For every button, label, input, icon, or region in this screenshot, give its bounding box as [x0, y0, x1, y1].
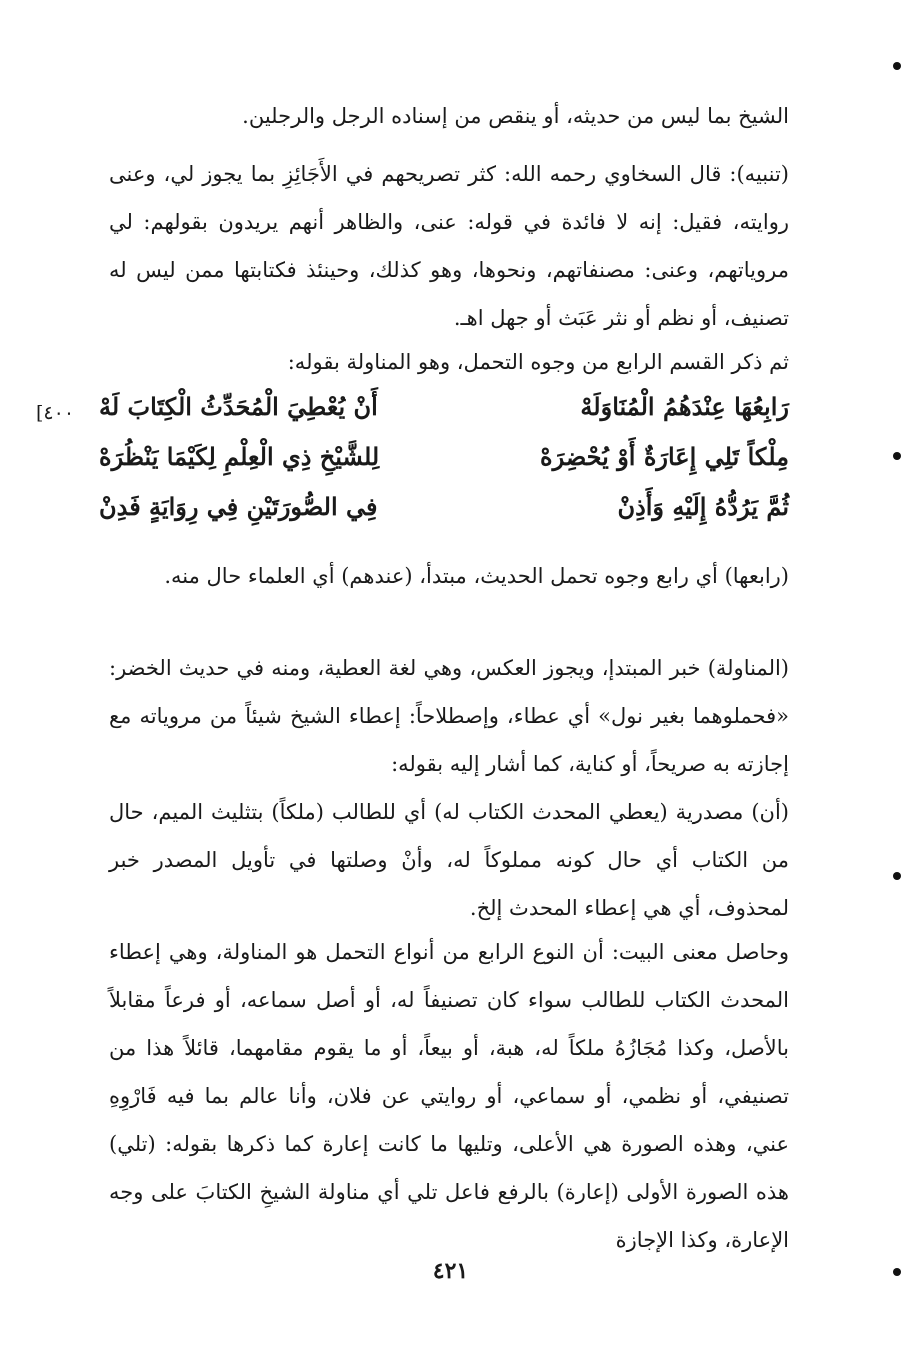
verse-second-hemistich: فِي الصُّورَتَيْنِ فِي رِوَايَةٍ فَدِنْ [99, 492, 378, 521]
paragraph-an-masdariyya: (أن) مصدرية (يعطي المحدث الكتاب له) أي للطالب (ملكاً) بتثليث الميم، حال من الكتاب أي حال كونه مملوكاً له، وأنْ وصلتها في تأويل المصدر خبر لمحذوف، أي هي إعطاء المحدث إلخ. [109, 800, 789, 920]
verse-line [99, 392, 789, 442]
verse-first-hemistich: رَابِعُهَا عِنْدَهُمُ الْمُنَاوَلَهْ [580, 392, 789, 421]
paragraph-verse-intro: ثم ذكر القسم الرابع من وجوه التحمل، وهو المناولة بقوله: [287, 350, 789, 374]
verse-block [99, 392, 789, 542]
paragraph-munawala: (المناولة) خبر المبتدإ، ويجوز العكس، وهي لغة العطية، ومنه في حديث الخضر: «فحملوهما بغير نول» أي عطاء، وإصطلاحاً: إعطاء الشيخ شيئاً من مروياته مع إجازته به صريحاً، أو كناية، كما أشار إليه بقوله: [109, 656, 789, 776]
margin-dot-mark [893, 872, 901, 880]
paragraph-rabiuha: (رابعها) أي رابع وجوه تحمل الحديث، مبتدأ، (عندهم) أي العلماء حال منه. [164, 564, 789, 588]
paragraph-continuation: الشيخ بما ليس من حديثه، أو ينقص من إسناده الرجل والرجلين. [242, 104, 789, 128]
verse-line [99, 442, 789, 492]
margin-dot-mark [893, 452, 901, 460]
verse-line [99, 492, 789, 542]
margin-dot-mark [893, 62, 901, 70]
page-number: ٤٢١ [432, 1258, 469, 1284]
margin-dot-mark [893, 1268, 901, 1276]
paragraph-summary: وحاصل معنى البيت: أن النوع الرابع من أنواع التحمل هو المناولة، وهي إعطاء المحدث الكتاب للطالب سواء كان تصنيفاً له، أو أصل سماعه، أو فرعاً مقابلاً بالأصل، وكذا مُجَازُهُ ملكاً له، هبة، أو بيعاً، أو ما يقوم مقامهما، قائلاً هذا من تصنيفي، أو نظمي، أو سماعي، أو روايتي عن فلان، وأنا عالم بما فيه فَارْوِهِ عني، وهذه الصورة هي الأعلى، وتليها ما كانت إعارة كما ذكرها بقوله: (تلي) هذه الصورة الأولى (إعارة) بالرفع فاعل تلي أي مناولة الشيخِ الكتابَ على وجه الإعارة، وكذا الإجازة [109, 940, 789, 1252]
verse-second-hemistich: لِلشَّيْخِ ذِي الْعِلْمِ لِكَيْمَا يَنْظُرَهْ [99, 442, 380, 471]
paragraph-tanbih: (تنبيه): قال السخاوي رحمه الله: كثر تصريحهم في الأَجَائِزِ بما يجوز لي، وعنى روايته، فقيل: إنه لا فائدة في قوله: عنى، والظاهر أنهم يريدون بقولهم: لي مروياتهم، وعنى: مصنفاتهم، ونحوها، وهو كذلك، وحينئذ فكتابتها ممن ليس له تصنيف، أو نظم أو نثر عَبَث أو جهل اهـ. [109, 162, 789, 330]
verse-number: [٤٠٠ [36, 402, 75, 424]
verse-first-hemistich: ثُمَّ يَرُدُّهُ إِلَيْهِ وَأَذِنْ [617, 492, 789, 521]
verse-second-hemistich: أَنْ يُعْطِيَ الْمُحَدِّثُ الْكِتَابَ لَهْ [99, 392, 378, 421]
verse-first-hemistich: مِلْكاً تَلِي إِعَارَةٌ أَوْ يُحْضِرَهْ [540, 442, 789, 471]
